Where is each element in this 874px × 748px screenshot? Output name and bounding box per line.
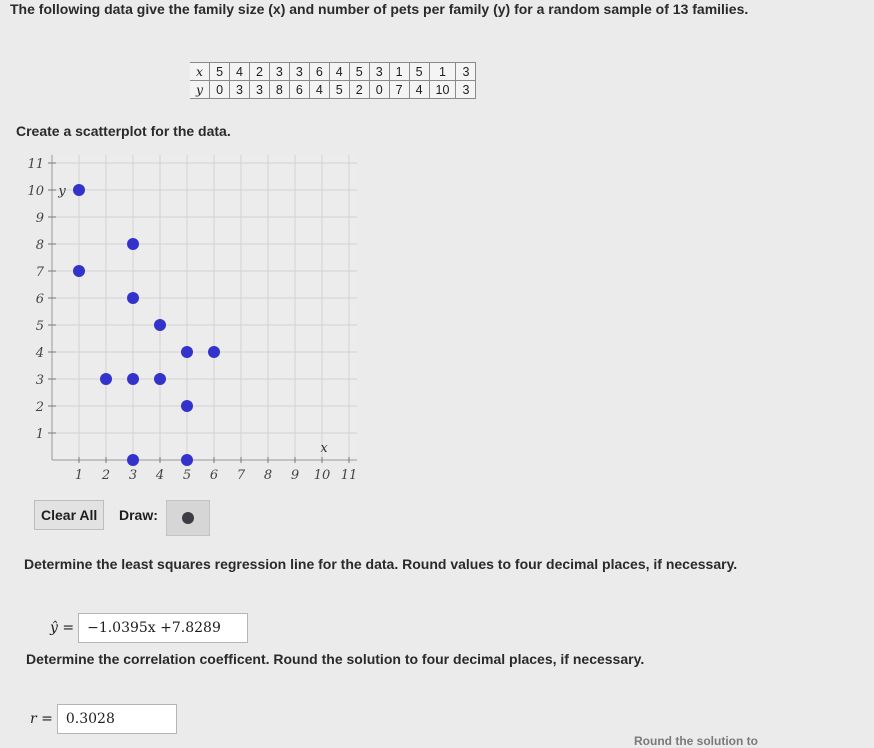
correlation-prompt: Determine the correlation coefficent. Round the solution to four decimal places, if necessary. (26, 651, 645, 667)
y-cell: 3 (456, 81, 476, 99)
y-tick-label: 4 (35, 346, 44, 361)
y-tick-label: 7 (35, 265, 44, 280)
problem-intro: The following data give the family size (x) and number of pets per family (y) for a random sample of 13 families. (10, 1, 749, 17)
x-cell: 5 (409, 63, 429, 81)
y-tick-label: 10 (27, 184, 44, 199)
y-cell: 4 (309, 81, 329, 99)
x-cell: 3 (456, 63, 476, 81)
x-cell: 3 (269, 63, 289, 81)
plot-area (52, 155, 357, 460)
data-point (181, 454, 193, 466)
data-point (73, 265, 85, 277)
x-row (190, 63, 476, 81)
x-header: x (190, 63, 210, 81)
y-cell: 4 (409, 81, 429, 99)
y-axis-label: y (58, 184, 66, 199)
correlation-input[interactable]: 0.3028 (57, 704, 177, 734)
x-tick-label: 9 (290, 468, 300, 483)
y-tick-label: 2 (35, 400, 44, 415)
data-point (127, 238, 139, 250)
regression-prompt: Determine the least squares regression line for the data. Round values to four decimal places, if necessary. (24, 556, 738, 572)
data-point (127, 292, 139, 304)
data-point (181, 346, 193, 358)
x-cell: 3 (289, 63, 309, 81)
draw-label: Draw: (119, 507, 158, 523)
x-tick-label: 6 (209, 468, 219, 483)
y-cell: 3 (230, 81, 250, 99)
y-cell: 2 (349, 81, 369, 99)
x-cell: 5 (349, 63, 369, 81)
x-tick-label: 8 (263, 468, 273, 483)
regression-answer-row (50, 613, 248, 643)
y-cell: 3 (249, 81, 269, 99)
x-tick-label: 2 (101, 468, 111, 483)
y-cell: 7 (389, 81, 409, 99)
x-cell: 4 (329, 63, 349, 81)
x-cell: 5 (210, 63, 230, 81)
x-cell: 2 (249, 63, 269, 81)
x-tick-label: 3 (128, 468, 138, 483)
y-tick-label: 3 (35, 373, 44, 388)
yhat-symbol: ŷ = (50, 620, 75, 636)
draw-point-tool[interactable] (166, 500, 210, 536)
y-cell: 0 (369, 81, 389, 99)
y-cell: 6 (289, 81, 309, 99)
x-cell: 6 (309, 63, 329, 81)
y-cell: 0 (210, 81, 230, 99)
x-tick-label: 5 (182, 468, 192, 483)
scatterplot-canvas[interactable] (0, 150, 380, 490)
data-point (181, 400, 193, 412)
y-cell: 10 (429, 81, 456, 99)
data-point (100, 373, 112, 385)
x-tick-label: 7 (236, 468, 246, 483)
y-tick-label: 9 (35, 211, 44, 226)
data-point (73, 184, 85, 196)
y-tick-label: 5 (35, 319, 44, 334)
correlation-answer-row (30, 704, 177, 734)
y-cell: 8 (269, 81, 289, 99)
x-cell: 4 (230, 63, 250, 81)
y-header: y (190, 81, 210, 99)
x-tick-label: 4 (155, 468, 165, 483)
y-cell: 5 (329, 81, 349, 99)
x-tick-label: 10 (313, 468, 331, 483)
x-tick-label: 11 (340, 468, 358, 483)
clear-all-button[interactable]: Clear All (34, 500, 104, 530)
data-point (154, 373, 166, 385)
y-tick-label: 11 (27, 157, 44, 172)
y-tick-label: 6 (35, 292, 44, 307)
data-point (127, 454, 139, 466)
regression-input[interactable]: −1.0395x +7.8289 (78, 613, 248, 643)
r-symbol: r = (30, 711, 53, 727)
scatter-prompt: Create a scatterplot for the data. (16, 123, 231, 139)
data-point (208, 346, 220, 358)
dot-icon (182, 512, 194, 524)
data-table (190, 62, 476, 99)
x-cell: 1 (429, 63, 456, 81)
cutoff-text: Round the solution to (634, 734, 758, 748)
y-row (190, 81, 476, 99)
y-tick-label: 8 (35, 238, 44, 253)
data-point (127, 373, 139, 385)
x-tick-label: 1 (74, 468, 84, 483)
y-tick-label: 1 (35, 427, 44, 442)
x-axis-label: x (320, 441, 328, 456)
x-cell: 3 (369, 63, 389, 81)
x-cell: 1 (389, 63, 409, 81)
data-point (154, 319, 166, 331)
